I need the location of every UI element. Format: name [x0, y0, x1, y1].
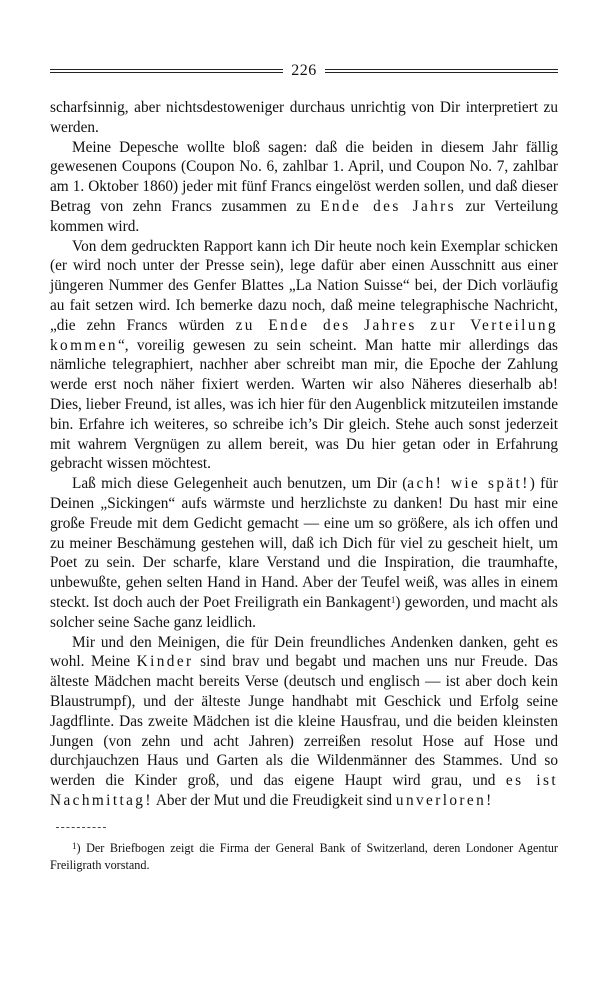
paragraph-text: sind brav und begabt und machen uns nur Freude. Das älteste Mädchen macht bereits Verse (deutsch und englisch — ist aber doch kein Blaustrumpf), und der älteste Junge handhabt mit Geschick und Erfolg seine Jagdflinte. Das zweite Mädchen ist die kleine Hausfrau, und die beiden kleinsten Jungen (von zehn und acht Jahren) zerreißen resolut Hose auf Hose und durchjauchzen Haus und Garten als die Wildenmänner des Stammes. Und so werden die Kinder groß, und das eigene Haupt wird grau, und — [50, 653, 558, 790]
emphasized-text: ach! wie spät! — [407, 475, 530, 493]
emphasized-text: zu Ende des Jahres zur Verteilung kommen — [50, 316, 558, 354]
footnote-text: ) Der Briefbogen zeigt die Firma der General Bank of Switzerland, deren Londoner Agentur Freiligrath vorstand. — [50, 840, 558, 872]
paragraph-text: scharfsinnig, aber nichtsdestoweniger durchaus unrichtig von Dir interpretiert zu werden. — [50, 99, 558, 136]
emphasized-text: unverloren! — [395, 791, 494, 809]
emphasized-text: Ende des Jahrs — [320, 197, 457, 215]
body-text — [50, 98, 558, 811]
document-page — [50, 58, 558, 874]
paragraph-text: Mir und den Meinigen, die für Dein freundliches Andenken danken, geht es wohl. Meine — [50, 633, 558, 671]
header-rule-left — [50, 69, 283, 73]
paragraph-text: Aber der Mut und die Freudigkeit sind — [152, 791, 396, 809]
paragraph — [50, 98, 558, 138]
page-header — [50, 58, 558, 84]
emphasized-text: es ist Nachmittag! — [50, 772, 558, 809]
paragraph-text: zur Verteilung kommen wird. — [50, 197, 558, 235]
paragraph-text: Von dem gedruckten Rapport kann ich Dir heute noch kein Exemplar schicken (er wird noch unter der Presse sein), lege dafür aber einen Ausschnitt aus einer jüngeren Nummer des Genfer Blattes „La Nation Suisse“ bei, der Dich vorläufig au fait setzen wird. Ich bemerke dazu noch, daß meine telegraphische Nachricht, „die zehn Francs würden — [50, 237, 558, 334]
footnote-marker: 1 — [72, 840, 77, 851]
paragraph — [50, 138, 558, 237]
paragraph-text: “, voreilig gewesen zu sein scheint. Man hatte mir allerdings das nämliche telegraphiert, nachher aber schreibt man mir, die Epoche der Zahlung werde erst noch näher fixiert werden. Warten wir also Näheres dieserhalb ab! Dies, lieber Freund, ist alles, was ich hier für den Augenblick mitzuteilen imstande bin. Erfahre ich weiteres, so schreibe ich’s Dir gleich. Stehe auch sonst jederzeit mit wahrem Vergnügen zu allem bereit, was Du hier getan oder in Erfahrung gebracht wissen möchtest. — [50, 336, 558, 473]
paragraph — [50, 237, 558, 475]
footnote-reference: 1 — [390, 594, 396, 605]
paragraph-text: Laß mich diese Gelegenheit auch benutzen, um Dir ( — [72, 475, 408, 493]
header-rule-right — [325, 69, 558, 73]
page-number: 226 — [291, 62, 317, 79]
paragraph — [50, 474, 558, 632]
paragraph-text: Meine Depesche wollte bloß sagen: daß die beiden in diesem Jahr fällig gewesenen Coupons (Coupon No. 6, zahlbar 1. April, und Coupon No. 7, zahlbar am 1. Oktober 1860) jeder mit fünf Francs eingelöst werden sollen, und daß dieser Betrag von zehn Francs zusammen zu — [50, 138, 558, 215]
footnote-separator — [56, 827, 106, 828]
footnote — [50, 840, 558, 874]
paragraph-text: ) für Deinen „Sickingen“ aufs wärmste und herzlichste zu danken! Du hast mir eine große Freude mit dem Gedicht gemacht — eine um so größere, als ich offen und zu meiner Beschämung gestehen will, daß ich Dich für viel zu gescheit hielt, um Poet zu sein. Der scharfe, klare Verstand und die Inspiration, die traumhafte, unbewußte, gehen selten Hand in Hand. Aber der Teufel weiß, was alles in einem steckt. Ist doch auch der Poet Freiligrath ein Bankagent — [50, 475, 558, 611]
paragraph — [50, 633, 558, 811]
paragraph-text: ) geworden, und macht als solcher seine Sache ganz leidlich. — [50, 593, 558, 631]
emphasized-text: Kinder — [136, 653, 194, 671]
